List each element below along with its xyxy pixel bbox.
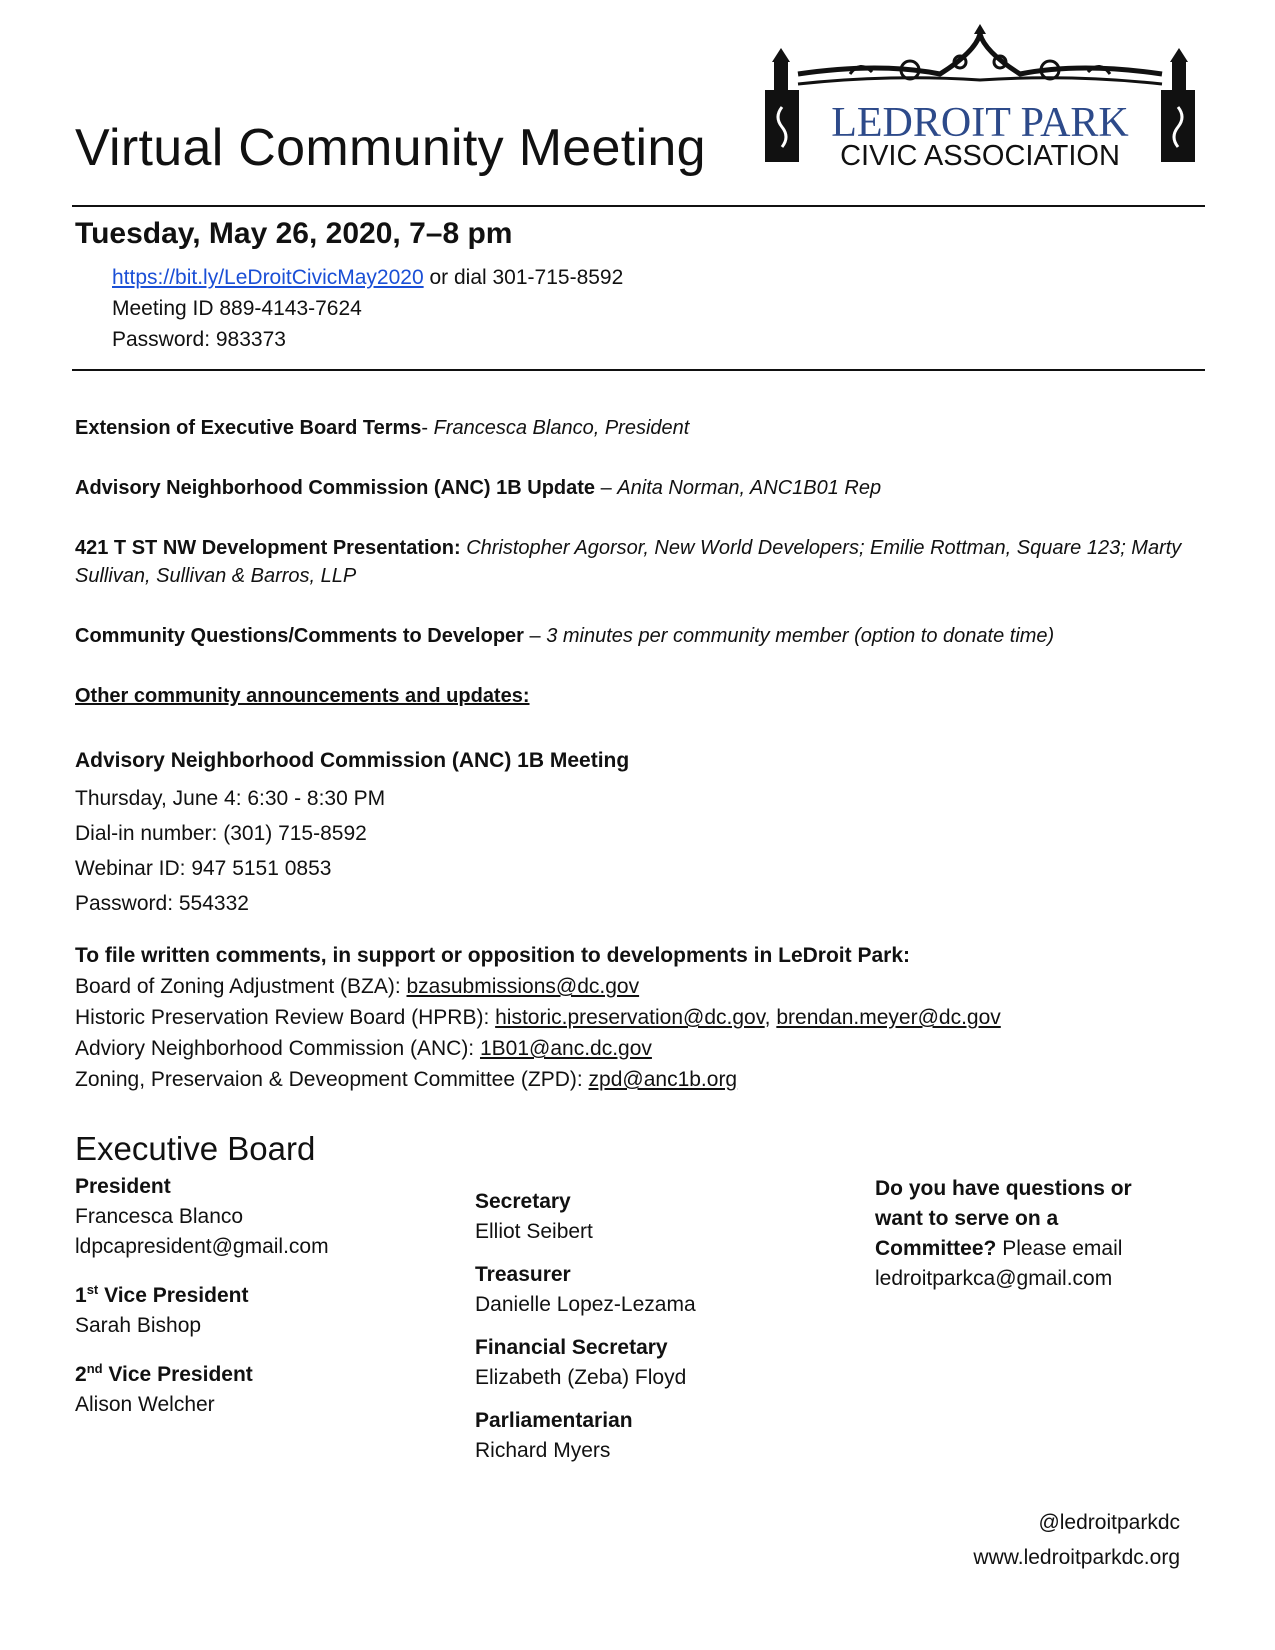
anc-meeting-heading: Advisory Neighborhood Commission (ANC) 1B Meeting [75, 749, 630, 772]
questions-committee: Committee? [875, 1237, 997, 1260]
board-member [475, 1333, 696, 1393]
meeting-info [112, 262, 623, 355]
vp2-sup: nd [86, 1361, 103, 1376]
vp1-rest: Vice President [98, 1284, 249, 1307]
written-comments-heading: To file written comments, in support or opposition to developments in LeDroit Park: [75, 944, 910, 967]
website: www.ledroitparkdc.org [973, 1546, 1180, 1569]
top-divider [72, 205, 1205, 207]
board-column-2 [475, 1187, 696, 1479]
vp1-sup: st [86, 1282, 99, 1297]
dial-text: or dial 301-715-8592 [423, 266, 624, 289]
agenda-separator: – [523, 625, 547, 647]
fin-sec-role: Financial Secretary [475, 1336, 668, 1359]
announcements-heading-text: Other community announcements and updates: [75, 685, 530, 707]
questions-block [875, 1174, 1132, 1294]
social-handle: @ledroitparkdc [1038, 1511, 1180, 1534]
zpd-email-link[interactable]: zpd@anc1b.org [588, 1068, 738, 1091]
anc-meeting-dial: Dial-in number: (301) 715-8592 [75, 822, 367, 845]
questions-line3 [875, 1234, 1132, 1264]
treasurer-name: Danielle Lopez-Lezama [475, 1293, 696, 1316]
hprb-email-link[interactable]: historic.preservation@dc.gov [495, 1006, 765, 1029]
executive-board-title: Executive Board [75, 1130, 316, 1167]
announcements-heading [75, 682, 1215, 710]
anc-line [75, 1033, 1001, 1064]
board-member [75, 1172, 329, 1262]
agenda-item-presenter: Anita Norman, ANC1B01 Rep [617, 477, 882, 499]
president-email: ldpcapresident@gmail.com [75, 1235, 329, 1258]
meeting-link[interactable]: https://bit.ly/LeDroitCivicMay2020 [112, 266, 424, 289]
bza-line [75, 971, 1001, 1002]
hprb-line [75, 1002, 1001, 1033]
vp1-num: 1 [75, 1284, 87, 1307]
questions-please: Please email [996, 1237, 1123, 1260]
social-info [973, 1505, 1180, 1575]
vp2-rest: Vice President [102, 1363, 253, 1386]
logo-text-line2: CIVIC ASSOCIATION [840, 140, 1120, 172]
meeting-link-line [112, 262, 623, 293]
agenda-item [75, 622, 1215, 650]
bza-email-link[interactable]: bzasubmissions@dc.gov [406, 975, 640, 998]
board-member [475, 1187, 696, 1247]
agenda-item [75, 534, 1215, 590]
zpd-label: Zoning, Preservaion & Deveopment Committee (ZPD): [75, 1068, 589, 1091]
agenda-item-title: 421 T ST NW Development Presentation: [75, 537, 461, 559]
hprb-email-link-2[interactable]: brendan.meyer@dc.gov [776, 1006, 1001, 1029]
agenda-item [75, 474, 1215, 502]
logo-text-line1: LEDROIT PARK [831, 100, 1129, 146]
agenda-item-title: Advisory Neighborhood Commission (ANC) 1B Update [75, 477, 596, 499]
agenda-separator: - [421, 417, 434, 439]
agenda-item [75, 414, 1215, 442]
ledroit-park-logo [760, 22, 1200, 172]
anc-meeting-webinar: Webinar ID: 947 5151 0853 [75, 857, 332, 880]
agenda-item-presenter: Christopher Agorsor, New World Developers; Emilie Rottman, Square 123; Marty Sullivan, Sullivan & Barros, LLP [75, 537, 1182, 587]
meeting-id: Meeting ID 889-4143-7624 [112, 297, 362, 320]
vp2-name: Alison Welcher [75, 1393, 215, 1416]
page-title: Virtual Community Meeting [75, 119, 706, 177]
president-name: Francesca Blanco [75, 1205, 244, 1228]
president-role: President [75, 1175, 171, 1198]
agenda-item-presenter: 3 minutes per community member (option to donate time) [546, 625, 1055, 647]
meeting-password: Password: 983373 [112, 328, 286, 351]
anc-meeting-password: Password: 554332 [75, 892, 249, 915]
agenda-item-title: Community Questions/Comments to Developer [75, 625, 524, 647]
vp2-num: 2 [75, 1363, 87, 1386]
anc-meeting-when: Thursday, June 4: 6:30 - 8:30 PM [75, 787, 386, 810]
hprb-label: Historic Preservation Review Board (HPRB): [75, 1006, 496, 1029]
board-member [475, 1406, 696, 1466]
fin-sec-name: Elizabeth (Zeba) Floyd [475, 1366, 687, 1389]
secretary-role: Secretary [475, 1190, 571, 1213]
questions-line1: Do you have questions or [875, 1177, 1132, 1200]
board-column-1 [75, 1172, 329, 1433]
written-comments [75, 940, 1001, 1095]
meeting-date-time: Tuesday, May 26, 2020, 7–8 pm [75, 217, 513, 250]
questions-line2: want to serve on a [875, 1207, 1059, 1230]
secretary-name: Elliot Seibert [475, 1220, 593, 1243]
board-member [75, 1275, 329, 1341]
vp1-role [75, 1275, 329, 1311]
parl-name: Richard Myers [475, 1439, 611, 1462]
anc-meeting [75, 747, 629, 921]
anc-email-link[interactable]: 1B01@anc.dc.gov [479, 1037, 652, 1060]
hprb-separator: , [764, 1006, 777, 1029]
bza-label: Board of Zoning Adjustment (BZA): [75, 975, 407, 998]
zpd-line [75, 1064, 1001, 1095]
board-member [75, 1354, 329, 1420]
vp1-name: Sarah Bishop [75, 1314, 202, 1337]
questions-email: ledroitparkca@gmail.com [875, 1267, 1113, 1290]
parl-role: Parliamentarian [475, 1409, 633, 1432]
agenda-item-presenter: Francesca Blanco, President [433, 417, 690, 439]
treasurer-role: Treasurer [475, 1263, 571, 1286]
board-member [475, 1260, 696, 1320]
agenda-item-title: Extension of Executive Board Terms [75, 417, 422, 439]
agenda-separator: – [595, 477, 618, 499]
anc-label: Adviory Neighborhood Commission (ANC): [75, 1037, 480, 1060]
bottom-divider [72, 369, 1205, 371]
vp2-role [75, 1354, 329, 1390]
